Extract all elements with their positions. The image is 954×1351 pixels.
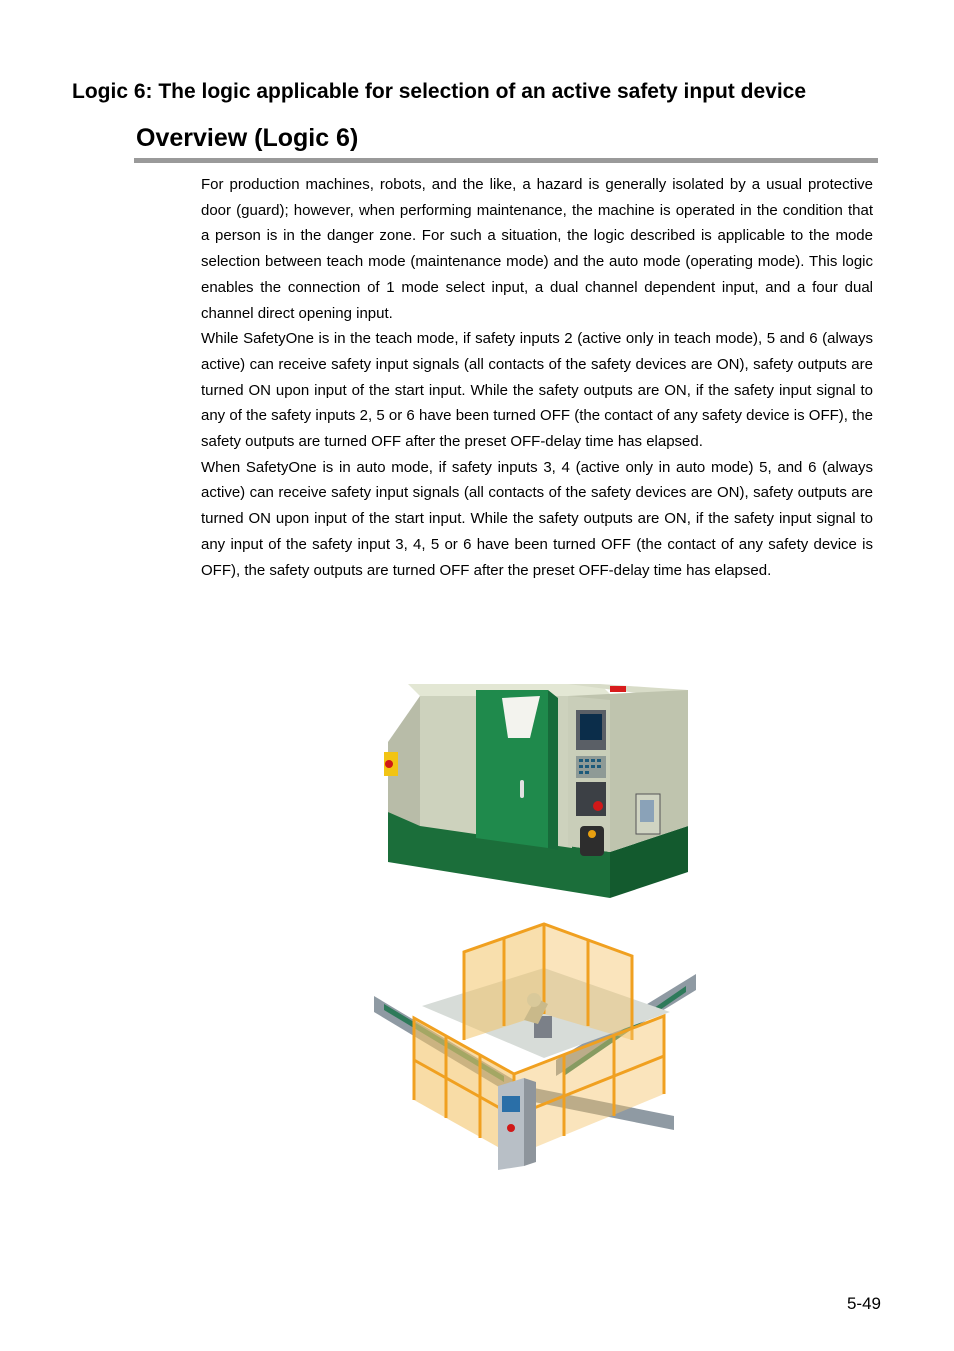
page-number: 5-49	[846, 1294, 881, 1313]
body-text	[201, 172, 873, 583]
logic-heading: Logic 6: The logic applicable for selection of an active safety input device	[72, 80, 807, 103]
section-divider	[134, 158, 878, 163]
robot-cell-illustration	[374, 920, 696, 1170]
paragraph-auto-mode: When SafetyOne is in auto mode, if safety inputs 3, 4 (active only in auto mode) 5, and 6 (always active) can receive safety input signals (all contacts of the safety devices are ON), safety outputs are turned ON upon input of the start input. While the safety outputs are ON, if the safety input signal to any input of the safety input 3, 4, 5 or 6 have been turned OFF (the contact of any safety device is OFF), the safety outputs are turned OFF after the preset OFF-delay time has elapsed.	[201, 458, 873, 579]
machine-tool-illustration	[380, 676, 694, 900]
paragraph-teach-mode: While SafetyOne is in the teach mode, if safety inputs 2 (active only in teach mode), 5 and 6 (always active) can receive safety input signals (all contacts of the safety devices are ON), safety outputs are turned ON upon input of the start input. While the safety outputs are ON, if the safety input signal to any of the safety inputs 2, 5 or 6 have been turned OFF (the contact of any safety device is OFF), the safety outputs are turned OFF after the preset OFF-delay time has elapsed.	[201, 330, 873, 451]
section-title: Overview (Logic 6)	[136, 124, 359, 152]
paragraph-overview: For production machines, robots, and the like, a hazard is generally isolated by a usual protective door (guard); however, when performing maintenance, the machine is operated in the condition that a person is in the danger zone. For such a situation, the logic described is applicable to the mode selection between teach mode (maintenance mode) and the auto mode (operating mode). This logic enables the connection of 1 mode select input, a dual channel dependent input, and a four dual channel direct opening input.	[201, 176, 873, 322]
